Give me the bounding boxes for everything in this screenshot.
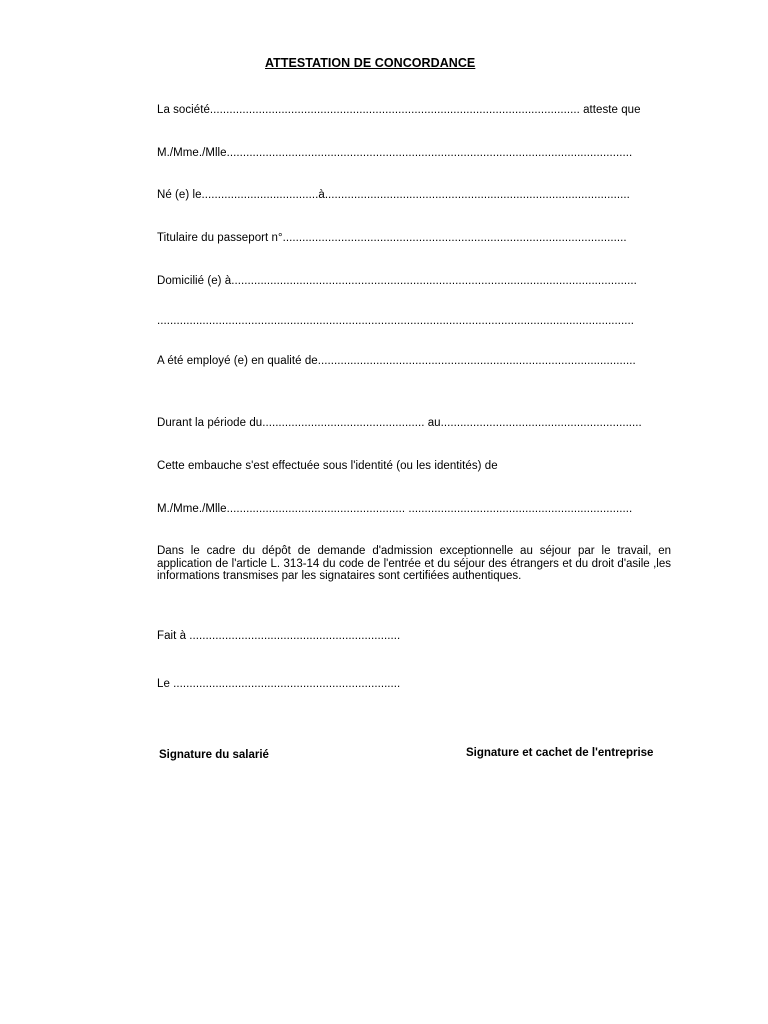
- emploi-field: A été employé (e) en qualité de..................................................................................................: [157, 355, 636, 367]
- naissance-field: Né (e) le....................................à..............................................................................................: [157, 189, 630, 201]
- certification-paragraph: Dans le cadre du dépôt de demande d'admission exceptionnelle au séjour par le travail, en application de l'article L. 313-14 du code de l'entrée et du séjour des étrangers et du droit d'asile ,les informations transmises par les signataires sont certifiées authentiques.: [157, 545, 671, 582]
- fait-a-field: Fait à .................................................................: [157, 630, 401, 642]
- passeport-field: Titulaire du passeport n°..........................................................................................................: [157, 232, 627, 244]
- signature-salarie-label: Signature du salarié: [159, 749, 269, 761]
- nom-field: M./Mme./Mlle.............................................................................................................................: [157, 147, 633, 159]
- domicile-suite-field: ...................................................................................................................................................: [157, 315, 635, 327]
- societe-field: La société.................................................................................................................. atteste que: [157, 104, 641, 116]
- signature-entreprise-label: Signature et cachet de l'entreprise: [466, 747, 654, 759]
- domicile-field: Domicilié (e) à.............................................................................................................................: [157, 275, 637, 287]
- date-field: Le ......................................................................: [157, 678, 401, 690]
- identites-field: M./Mme./Mlle....................................................... .....................................................................: [157, 503, 633, 515]
- document-title: ATTESTATION DE CONCORDANCE: [265, 56, 476, 70]
- periode-field: Durant la période du.................................................. au..............................................................: [157, 417, 642, 429]
- embauche-text: Cette embauche s'est effectuée sous l'identité (ou les identités) de: [157, 460, 498, 472]
